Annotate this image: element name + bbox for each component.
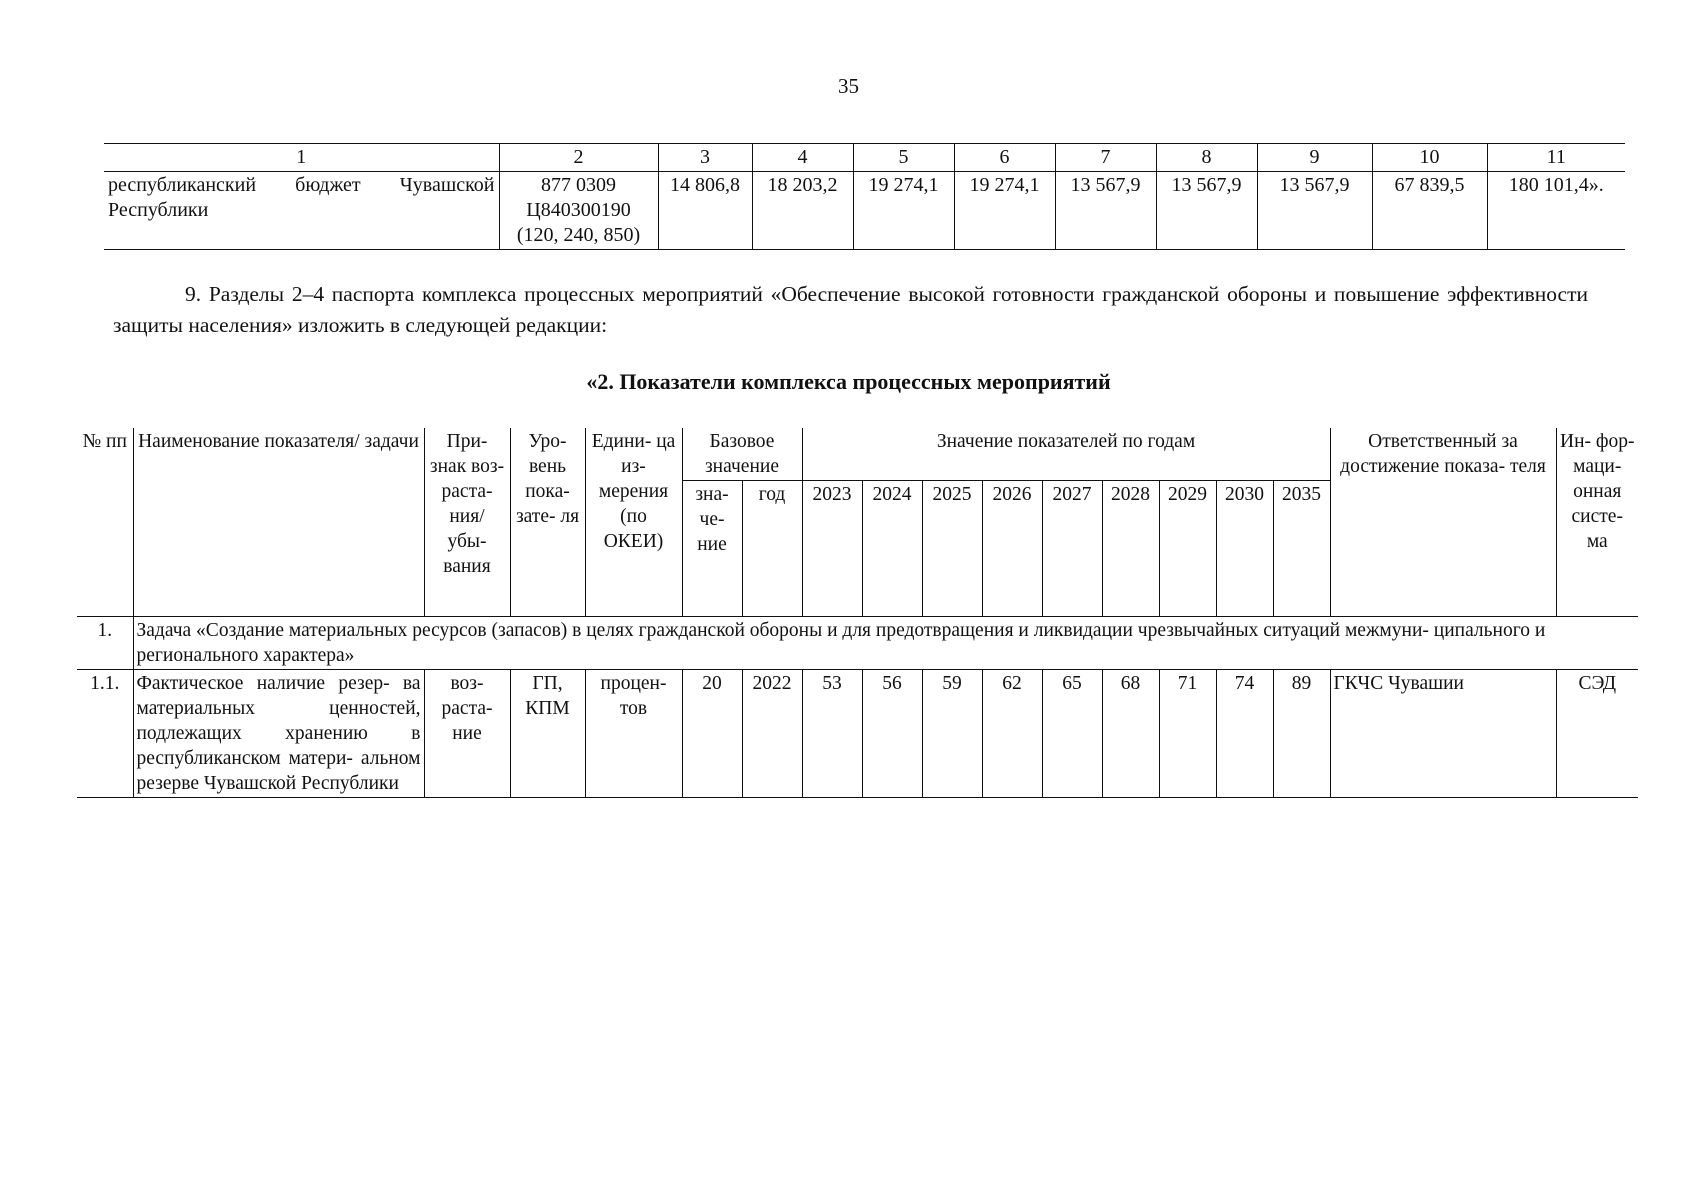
indicator-info-system: СЭД [1556,670,1638,798]
header-year: 2025 [922,481,982,617]
budget-source-name: республиканский бюджет Чувашской Республики [104,172,499,250]
budget-value: 13 567,9 [1257,172,1372,250]
indicator-year-value: 74 [1216,670,1273,798]
column-number: 1 [104,144,499,172]
header-year: 2035 [1273,481,1330,617]
column-number: 8 [1156,144,1257,172]
budget-total: 180 101,4». [1487,172,1625,250]
header-year: 2030 [1216,481,1273,617]
indicator-year-value: 59 [922,670,982,798]
budget-table [104,143,1625,250]
column-number: 11 [1487,144,1625,172]
column-number: 6 [954,144,1055,172]
budget-value: 19 274,1 [954,172,1055,250]
indicator-year-value: 71 [1159,670,1216,798]
indicator-year-value: 65 [1042,670,1102,798]
header-year: 2028 [1102,481,1159,617]
header-base-year: год [742,481,802,617]
header-info-system: Ин- фор- маци- онная систе- ма [1556,428,1638,617]
header-years-group: Значение показателей по годам [802,428,1330,481]
page-number: 35 [838,74,859,98]
indicator-year-value: 56 [862,670,922,798]
indicator-unit: процен- тов [585,670,682,798]
indicator-year-value: 89 [1273,670,1330,798]
indicator-year-value: 53 [802,670,862,798]
budget-value: 14 806,8 [658,172,752,250]
column-number: 9 [1257,144,1372,172]
header-unit: Едини- ца из- мерения (по ОКЕИ) [585,428,682,617]
indicator-level: ГП, КПМ [510,670,585,798]
header-year: 2024 [862,481,922,617]
task-row [77,617,1638,670]
header-year: 2023 [802,481,862,617]
header-number: № пп [77,428,133,617]
indicator-sign: воз- раста- ние [424,670,510,798]
indicator-base-year: 2022 [742,670,802,798]
task-description: Задача «Создание материальных ресурсов (запасов) в целях гражданской обороны и для предотвращения и ликвидации чрезвычайных ситуаций межмуни- ципального и регионального характера» [133,617,1638,670]
budget-value: 19 274,1 [853,172,954,250]
indicator-year-value: 62 [982,670,1042,798]
indicators-table [77,428,1638,798]
column-number: 3 [658,144,752,172]
section-title: «2. Показатели комплекса процессных мероприятий [586,369,1111,394]
code-line: 877 0309 [541,174,616,196]
column-number: 10 [1372,144,1487,172]
code-line: Ц840300190 [526,199,631,221]
column-number: 4 [752,144,853,172]
code-line: (120, 240, 850) [516,224,641,246]
indicator-base-value: 20 [682,670,742,798]
budget-value: 13 567,9 [1156,172,1257,250]
header-base-value: зна- че- ние [682,481,742,617]
header-responsible: Ответственный за достижение показа- теля [1330,428,1556,617]
indicator-name: Фактическое наличие резер- ва материальных ценностей, подлежащих хранению в республиканском матери- альном резерве Чувашской Республики [133,670,424,798]
indicator-number: 1.1. [77,670,133,798]
budget-table-header-row [104,144,1625,172]
budget-value: 18 203,2 [752,172,853,250]
header-base: Базовое значение [682,428,802,481]
header-year: 2029 [1159,481,1216,617]
indicators-header-row [77,428,1638,481]
header-sign: При- знак воз- раста- ния/ убы- вания [424,428,510,617]
header-level: Уро- вень пока- зате- ля [510,428,585,617]
budget-table-row [104,172,1625,250]
column-number: 7 [1055,144,1156,172]
header-year: 2026 [982,481,1042,617]
header-indicator-name: Наименование показателя/ задачи [133,428,424,617]
budget-value: 67 839,5 [1372,172,1487,250]
amendment-paragraph: 9. Разделы 2–4 паспорта комплекса процессных мероприятий «Обеспечение высокой готовности гражданской обороны и повышение эффективности защиты населения» изложить в следующей редакции: [113,282,1588,337]
indicator-year-value: 68 [1102,670,1159,798]
column-number: 5 [853,144,954,172]
budget-classification-code [499,172,658,250]
header-year: 2027 [1042,481,1102,617]
indicator-responsible: ГКЧС Чувашии [1330,670,1556,798]
indicator-row [77,670,1638,798]
budget-value: 13 567,9 [1055,172,1156,250]
task-number: 1. [77,617,133,670]
column-number: 2 [499,144,658,172]
